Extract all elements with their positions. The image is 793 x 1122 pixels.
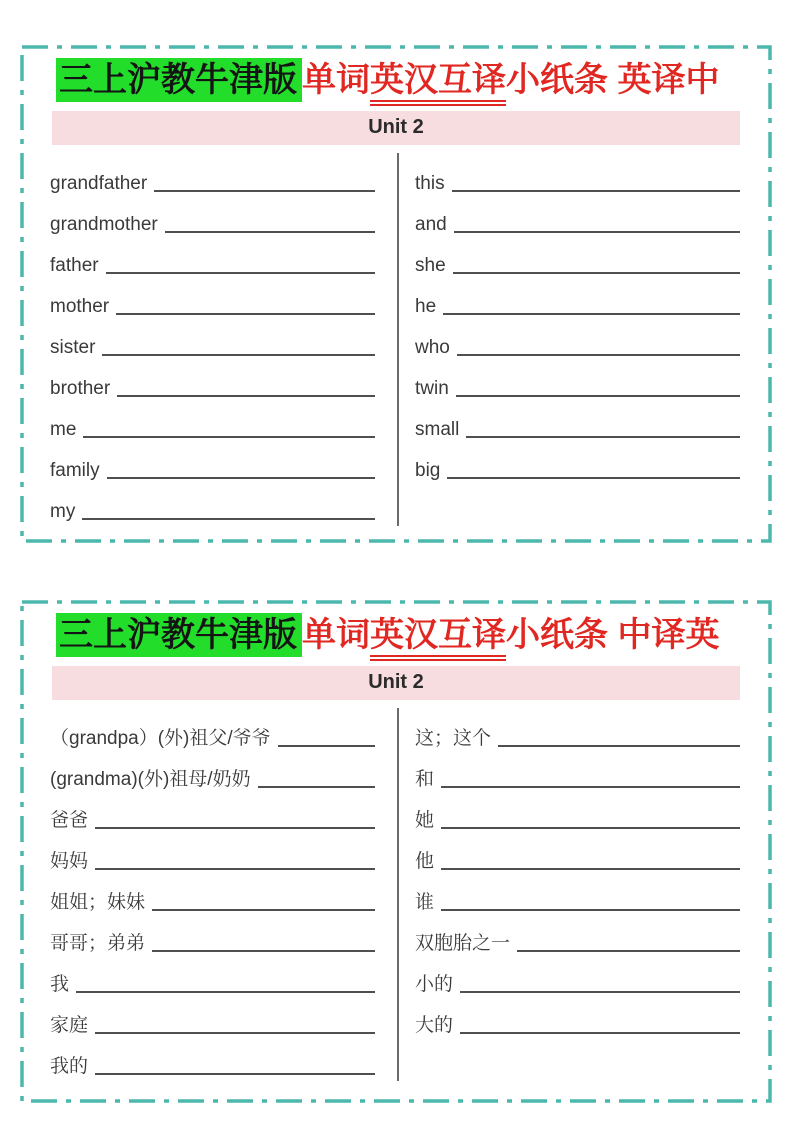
word-row (415, 321, 742, 362)
word-row (50, 876, 377, 917)
word-row (415, 239, 742, 280)
word-row (415, 794, 742, 835)
word-label: big (415, 459, 441, 481)
answer-blank (106, 271, 375, 274)
word-row (50, 999, 377, 1040)
answer-blank (517, 949, 740, 952)
word-label: grandmother (50, 213, 158, 235)
answer-blank (95, 867, 375, 870)
answer-blank (258, 785, 375, 788)
answer-blank (154, 189, 375, 192)
sheet-title (56, 59, 740, 102)
title-post: 小纸条 英译中 (506, 61, 720, 99)
word-row (50, 1040, 377, 1081)
word-row (50, 712, 377, 753)
answer-blank (460, 1031, 740, 1034)
word-row (415, 198, 742, 239)
word-label: she (415, 254, 446, 276)
answer-blank (441, 908, 740, 911)
word-label: my (50, 500, 76, 522)
title-highlight: 三上沪教牛津版 (56, 58, 302, 102)
title-underlined: 英汉互译 (370, 61, 506, 106)
word-row (415, 835, 742, 876)
word-label: （grandpa）(外)祖父/爷爷 (50, 727, 271, 749)
sheet-title (56, 614, 740, 657)
unit-header (52, 111, 740, 145)
answer-blank (456, 394, 740, 397)
title-pre: 单词 (302, 616, 370, 654)
word-label: he (415, 295, 437, 317)
word-label: grandfather (50, 172, 148, 194)
answer-blank (83, 435, 375, 438)
word-label: twin (415, 377, 449, 399)
word-label: 姐姐；妹妹 (50, 891, 146, 913)
answer-blank (453, 271, 740, 274)
word-row (415, 999, 742, 1040)
word-row (415, 753, 742, 794)
word-row (50, 485, 377, 526)
left-column (50, 708, 397, 1081)
left-column (50, 153, 397, 526)
word-label: sister (50, 336, 96, 358)
word-row (415, 917, 742, 958)
word-label: 大的 (415, 1014, 454, 1036)
answer-blank (102, 353, 375, 356)
answer-blank (443, 312, 740, 315)
word-label: 双胞胎之一 (415, 932, 511, 954)
title-highlight: 三上沪教牛津版 (56, 613, 302, 657)
word-label: brother (50, 377, 111, 399)
answer-blank (95, 1031, 375, 1034)
answer-blank (95, 1072, 375, 1075)
word-label: 我 (50, 973, 70, 995)
word-row (50, 753, 377, 794)
word-label: who (415, 336, 450, 358)
right-column (397, 708, 744, 1081)
word-row (415, 444, 742, 485)
word-row (50, 794, 377, 835)
answer-blank (441, 785, 740, 788)
word-label: (grandma)(外)祖母/奶奶 (50, 768, 251, 790)
word-row (50, 321, 377, 362)
word-row (415, 403, 742, 444)
answer-blank (454, 230, 740, 233)
answer-blank (107, 476, 375, 479)
word-label: this (415, 172, 445, 194)
answer-blank (152, 908, 375, 911)
word-label: 这；这个 (415, 727, 492, 749)
answer-blank (441, 867, 740, 870)
word-row (50, 444, 377, 485)
word-label: family (50, 459, 100, 481)
word-row (50, 958, 377, 999)
answer-blank (165, 230, 375, 233)
right-column (397, 153, 744, 526)
unit-label: Unit 2 (368, 116, 424, 138)
word-row (50, 917, 377, 958)
word-row (50, 403, 377, 444)
word-row (415, 876, 742, 917)
answer-blank (447, 476, 740, 479)
answer-blank (460, 990, 740, 993)
word-label: mother (50, 295, 110, 317)
answer-blank (278, 744, 375, 747)
title-underlined: 英汉互译 (370, 616, 506, 661)
word-row (415, 280, 742, 321)
word-row (50, 157, 377, 198)
word-label: 妈妈 (50, 850, 89, 872)
answer-blank (466, 435, 740, 438)
word-list-area (50, 708, 744, 1081)
word-label: small (415, 418, 460, 440)
word-label: and (415, 213, 447, 235)
answer-blank (76, 990, 375, 993)
answer-blank (116, 312, 375, 315)
word-label: 我的 (50, 1055, 89, 1077)
worksheet-card-cn-to-en (20, 600, 772, 1103)
word-row (50, 198, 377, 239)
word-row (50, 239, 377, 280)
word-label: 爸爸 (50, 809, 89, 831)
word-label: 他 (415, 850, 435, 872)
word-row (415, 712, 742, 753)
word-row (415, 362, 742, 403)
word-label: me (50, 418, 77, 440)
word-label: 小的 (415, 973, 454, 995)
word-label: 哥哥；弟弟 (50, 932, 146, 954)
answer-blank (95, 826, 375, 829)
title-post: 小纸条 中译英 (506, 616, 720, 654)
word-row (415, 157, 742, 198)
word-label: father (50, 254, 99, 276)
unit-label: Unit 2 (368, 671, 424, 693)
answer-blank (498, 744, 740, 747)
worksheet-card-en-to-cn (20, 45, 772, 543)
title-pre: 单词 (302, 61, 370, 99)
word-row (50, 835, 377, 876)
answer-blank (457, 353, 740, 356)
word-label: 她 (415, 809, 435, 831)
word-label: 家庭 (50, 1014, 89, 1036)
word-label: 谁 (415, 891, 435, 913)
answer-blank (152, 949, 375, 952)
word-list-area (50, 153, 744, 526)
answer-blank (82, 517, 375, 520)
answer-blank (441, 826, 740, 829)
unit-header (52, 666, 740, 700)
answer-blank (452, 189, 740, 192)
word-label: 和 (415, 768, 435, 790)
word-row (50, 280, 377, 321)
word-row (50, 362, 377, 403)
answer-blank (117, 394, 375, 397)
word-row (415, 958, 742, 999)
